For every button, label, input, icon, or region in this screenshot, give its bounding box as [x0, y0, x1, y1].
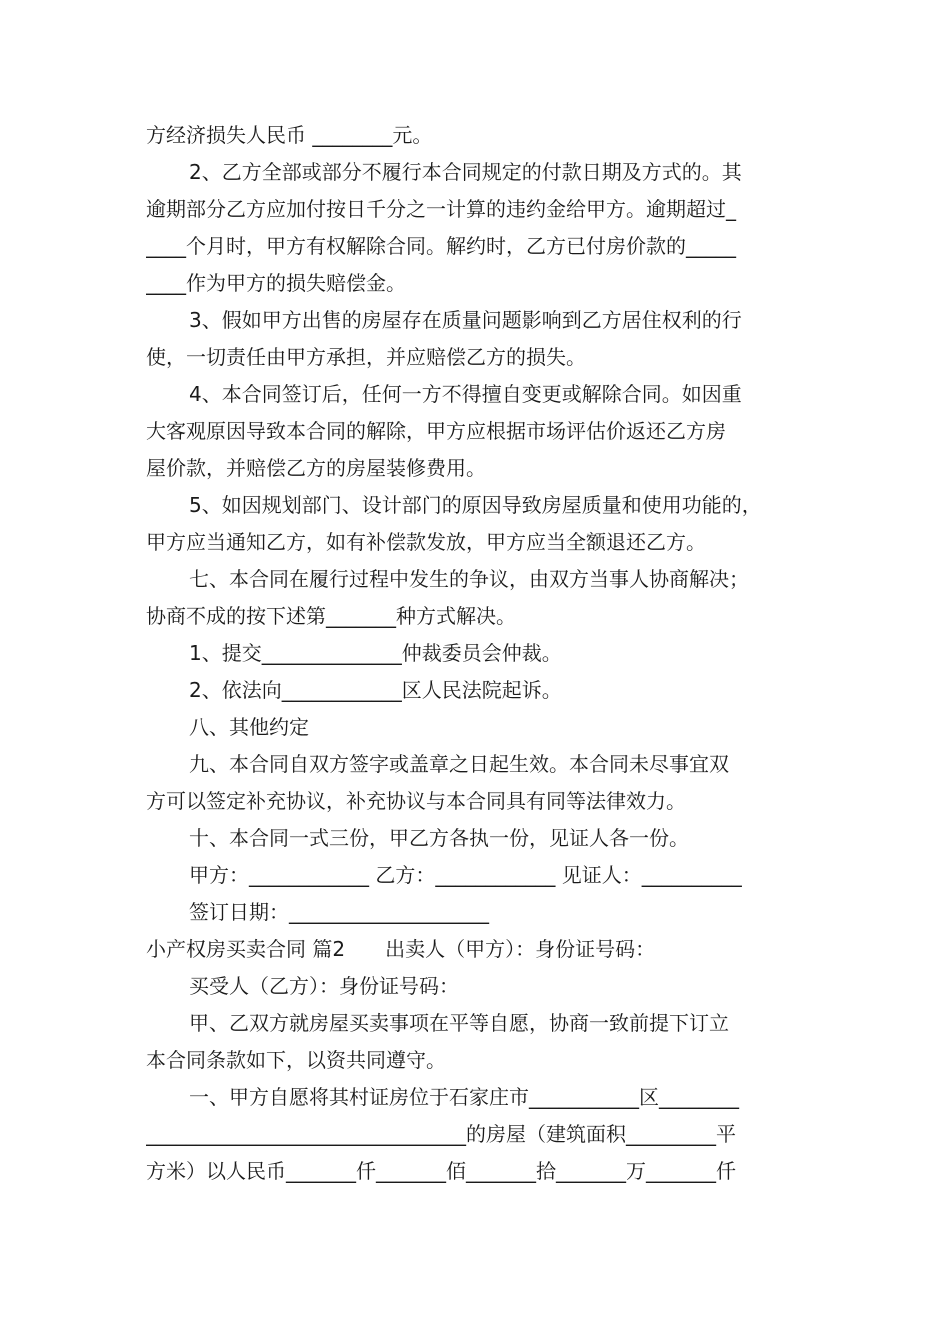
- text-line: 2、依法向____________区人民法院起诉。: [189, 678, 562, 702]
- signing-date-line: 签订日期：____________________: [189, 900, 489, 924]
- text-line: 使，一切责任由甲方承担，并应赔偿乙方的损失。: [146, 345, 586, 369]
- text-line: 甲、乙双方就房屋买卖事项在平等自愿，协商一致前提下订立: [189, 1011, 729, 1035]
- text-line: 八、其他约定: [189, 715, 309, 739]
- text-line: 甲方应当通知乙方，如有补偿款发放，甲方应当全额退还乙方。: [146, 530, 706, 554]
- contract-text: [146, 117, 816, 1190]
- text-line: 大客观原因导致本合同的解除，甲方应根据市场评估价返还乙方房: [146, 419, 726, 443]
- text-line: ____作为甲方的损失赔偿金。: [146, 271, 406, 295]
- text-line: 九、本合同自双方签字或盖章之日起生效。本合同未尽事宜双: [189, 752, 729, 776]
- text-line: 本合同条款如下，以资共同遵守。: [146, 1048, 446, 1072]
- text-line: 1、提交______________仲裁委员会仲裁。: [189, 641, 562, 665]
- text-line: 买受人（乙方）：身份证号码：: [189, 974, 459, 998]
- text-line: ____个月时，甲方有权解除合同。解约时，乙方已付房价款的_____: [146, 234, 736, 258]
- text-line: 十、本合同一式三份，甲乙方各执一份，见证人各一份。: [189, 826, 689, 850]
- text-line: 方可以签定补充协议，补充协议与本合同具有同等法律效力。: [146, 789, 686, 813]
- text-line: 协商不成的按下述第_______种方式解决。: [146, 604, 516, 628]
- section-heading-line: 小产权房买卖合同 篇2 出卖人（甲方）：身份证号码：: [146, 937, 656, 961]
- signature-line: 甲方：____________ 乙方：____________ 见证人：__________: [189, 863, 742, 887]
- text-line: ________________________________的房屋（建筑面积_________平: [146, 1122, 736, 1146]
- text-line: 4、本合同签订后，任何一方不得擅自变更或解除合同。如因重: [189, 382, 742, 406]
- text-line: 逾期部分乙方应加付按日千分之一计算的违约金给甲方。逾期超过_: [146, 197, 736, 221]
- text-line: 2、乙方全部或部分不履行本合同规定的付款日期及方式的。其: [189, 160, 742, 184]
- text-line: 七、本合同在履行过程中发生的争议，由双方当事人协商解决；: [189, 567, 749, 591]
- text-line: 方经济损失人民币 ________元。: [146, 123, 433, 147]
- text-line: 3、假如甲方出售的房屋存在质量问题影响到乙方居住权利的行: [189, 308, 742, 332]
- text-line: 屋价款，并赔偿乙方的房屋装修费用。: [146, 456, 486, 480]
- text-line: 方米）以人民币_______仟_______佰_______拾_______万_______仟: [146, 1159, 736, 1183]
- text-line: 5、如因规划部门、设计部门的原因导致房屋质量和使用功能的，: [189, 493, 762, 517]
- text-line: 一、甲方自愿将其村证房位于石家庄市___________区________: [189, 1085, 739, 1109]
